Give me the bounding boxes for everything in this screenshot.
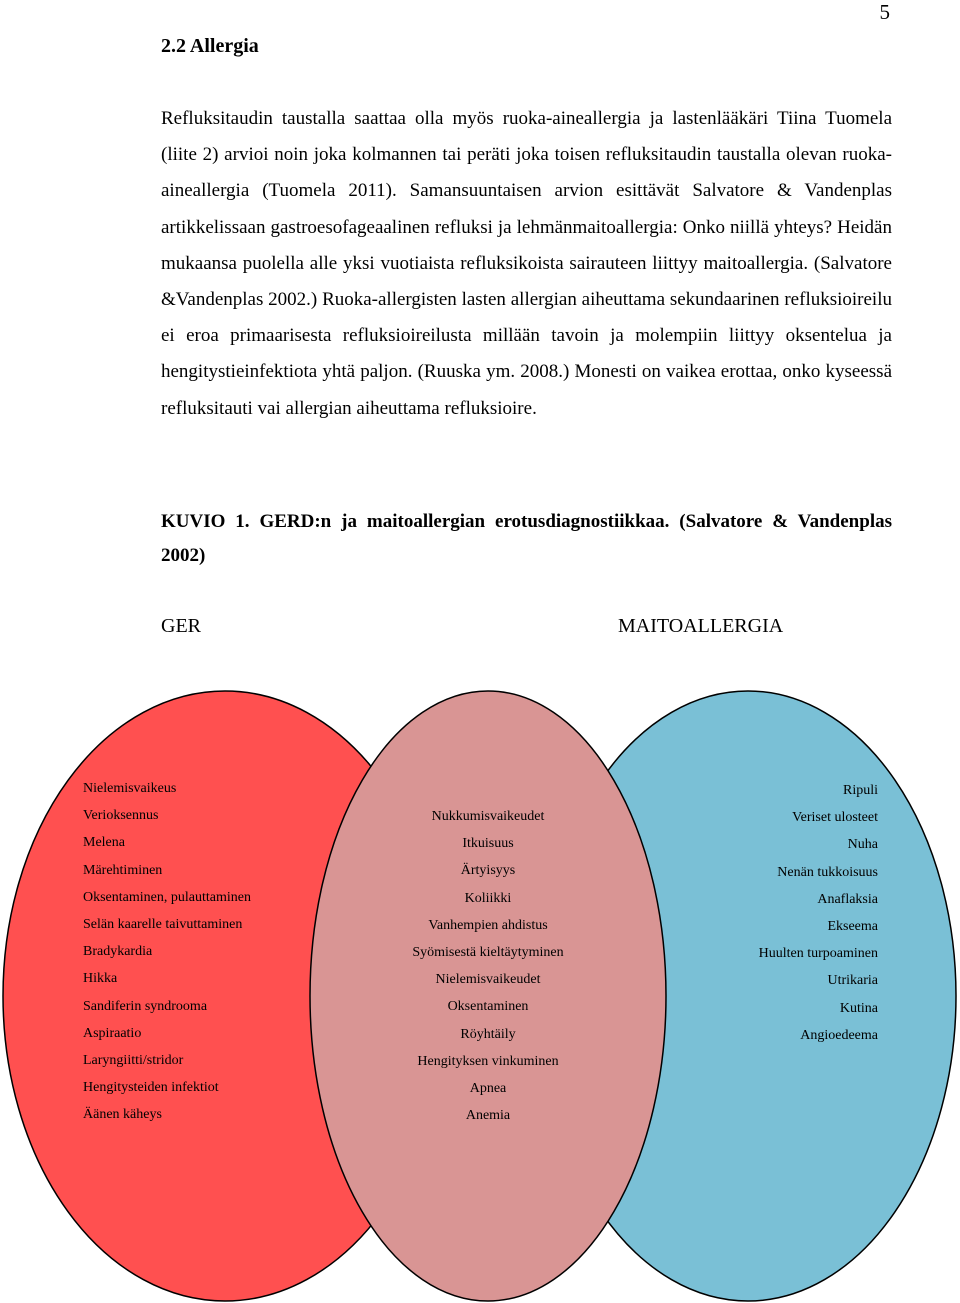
ger-symptom-item: Bradykardia [83, 944, 153, 960]
shared-symptom-item: Syömisestä kieltäytyminen [412, 944, 564, 960]
ger-symptom-item: Laryngiitti/stridor [83, 1052, 184, 1068]
page-number: 5 [879, 0, 890, 24]
ger-label: GER [161, 615, 201, 637]
ger-symptom-item: Melena [83, 835, 125, 851]
allergy-symptom-item: Ripuli [842, 783, 878, 798]
shared-symptom-item: Nukkumisvaikeudet [431, 809, 545, 824]
shared-symptom-item: Koliikki [464, 890, 512, 906]
ger-symptom-item: Verioksennus [83, 808, 159, 824]
allergy-symptom-item: Nuha [847, 837, 878, 853]
allergy-symptom-item: Kutina [839, 1000, 878, 1016]
ger-symptom-item: Hengitysteiden infektiot [83, 1080, 219, 1096]
allergy-symptom-item: Nenän tukkoisuus [777, 864, 878, 880]
ger-symptom-item: Hikka [83, 971, 118, 987]
ger-symptom-list [83, 775, 251, 1128]
maitoallergia-label: MAITOALLERGIA [618, 615, 784, 637]
allergy-symptom-item: Huulten turpoaminen [758, 946, 878, 962]
ger-symptom-item: Märehtiminen [83, 862, 163, 878]
shared-symptom-item: Röyhtäily [460, 1026, 516, 1042]
allergy-symptom-list [759, 777, 878, 1049]
ger-symptom-item: Sandiferin syndrooma [83, 998, 208, 1014]
shared-symptom-item: Vanhempien ahdistus [428, 917, 548, 933]
ger-symptom-item: Oksentaminen, pulauttaminen [83, 889, 251, 905]
shared-symptom-item: Ärtyisyys [460, 863, 516, 879]
allergy-symptom-item: Anaflaksia [817, 891, 878, 907]
shared-symptom-item: Anemia [465, 1108, 511, 1124]
section-heading: 2.2 Allergia [161, 35, 259, 57]
ger-symptom-item: Äänen käheys [83, 1107, 162, 1123]
allergy-symptom-item: Veriset ulosteet [792, 810, 878, 826]
allergy-symptom-item: Ekseema [827, 918, 878, 934]
allergy-symptom-item: Utrikaria [827, 973, 878, 989]
shared-symptom-list [388, 803, 588, 1129]
shared-symptom-item: Nielemisvaikeudet [435, 972, 541, 988]
shared-symptom-item: Oksentaminen [447, 999, 529, 1015]
figure-caption: KUVIO 1. GERD:n ja maitoallergian erotusdiagnostiikkaa. (Salvatore & Vandenplas 2002) [161, 511, 892, 566]
shared-symptom-item: Itkuisuus [462, 836, 514, 852]
ger-symptom-item: Aspiraatio [83, 1025, 142, 1041]
allergy-symptom-item: Angioedeema [800, 1027, 878, 1043]
body-paragraph: Refluksitaudin taustalla saattaa olla myös ruoka-aineallergia ja lastenlääkäri Tiina Tuomela (liite 2) arvioi noin joka kolmannen tai peräti joka toisen refluksitaudin taustalla olevan ruoka-aineallergia (Tuomela 2011). Samansuuntaisen arvion esittävät Salvatore & Vandenplas artikkelissaan gastroesofageaalinen refluksi ja lehmänmaitoallergia: Onko niillä yhteys? Heidän mukaansa puolella alle yksi vuotiaista refluksikoista sairauteen liittyy maitoallergia. (Salvatore &Vandenplas 2002.) Ruoka-allergisten lasten allergian aiheuttama sekundaarinen refluksioireilu ei eroa primaarisesta refluksioireilusta millään tavoin ja molempiin liittyy oksentelua ja hengitystieinfektiota yhtä paljon. (Ruuska ym. 2008.) Monesti on vaikea erottaa, onko kyseessä refluksitauti vai allergian aiheuttama refluksioire. [161, 108, 892, 419]
ger-symptom-item: Selän kaarelle taivuttaminen [83, 916, 243, 932]
shared-symptom-item: Apnea [469, 1080, 507, 1096]
shared-symptom-item: Hengityksen vinkuminen [417, 1053, 559, 1069]
ger-symptom-item: Nielemisvaikeus [83, 781, 177, 796]
